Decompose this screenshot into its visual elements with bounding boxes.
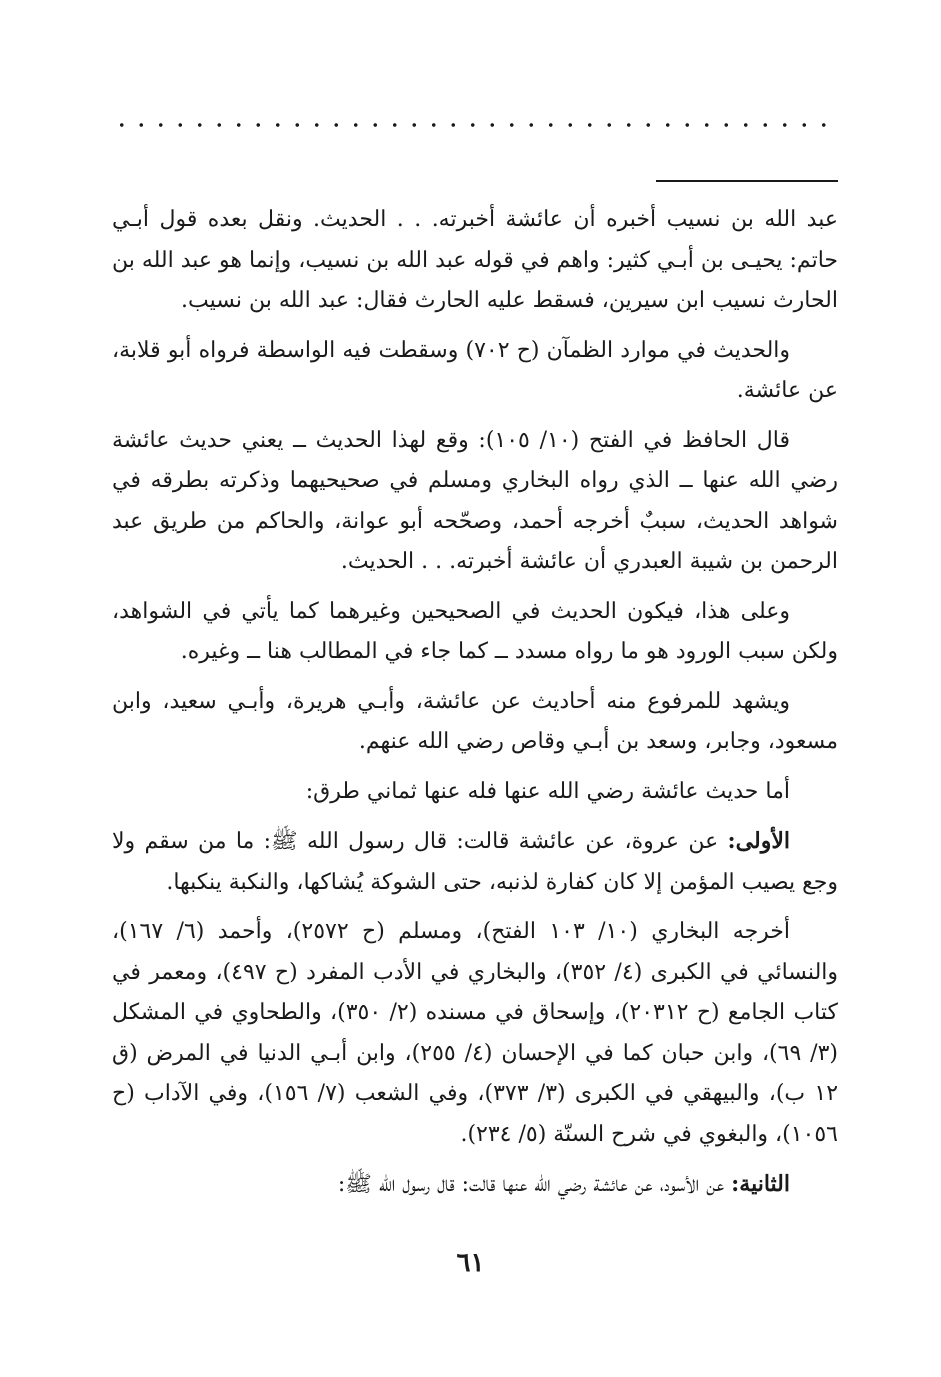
paragraph-text: عن الأسود، عن عائشة رضي الله عنها قالت: قال رسول الله ﷺ: xyxy=(337,1172,732,1197)
paragraph-text: عن عروة، عن عائشة قالت: قال رسول الله ﷺ: ما من سقم ولا وجع يصيب المؤمن إلا كان كفارة لذنبه، حتى الشوكة يُشاكها، والنكبة ينكبها. xyxy=(112,829,838,895)
paragraph-3 xyxy=(112,421,838,583)
main-text xyxy=(112,200,838,1215)
paragraph-text: وعلى هذا، فيكون الحديث في الصحيحين وغيرهما كما يأتي في الشواهد، ولكن سبب الورود هو ما رواه مسدد ــ كما جاء في المطالب هنا ــ وغيره. xyxy=(112,598,838,664)
paragraph-9 xyxy=(112,1164,838,1206)
paragraph-7 xyxy=(112,821,838,903)
paragraph-4 xyxy=(112,592,838,673)
paragraph-8 xyxy=(112,912,838,1155)
paragraph-2 xyxy=(112,331,838,412)
paragraph-text: قال الحافظ في الفتح (١٠/ ١٠٥): وقع لهذا الحديث ــ يعني حديث عائشة رضي الله عنها ــ الذي رواه البخاري ومسلم في صحيحيهما وذكرته بطرقه في شواهد الحديث، سببٌ أخرجه أحمد، وصحّحه أبو عوانة، والحاكم من طريق عبد الرحمن بن شيبة العبدري أن عائشة أخبرته. . . الحديث. xyxy=(112,427,838,574)
dotted-separator xyxy=(112,118,837,132)
paragraph-text: ويشهد للمرفوع منه أحاديث عن عائشة، وأبـي هريرة، وأبـي سعيد، وابن مسعود، وجابر، وسعد بن أبـي وقاص رضي الله عنهم. xyxy=(112,688,838,754)
paragraph-1 xyxy=(112,200,838,322)
paragraph-text: عبد الله بن نسيب أخبره أن عائشة أخبرته. . . الحديث. ونقل بعده قول أبـي حاتم: يحيـى بن أبـي كثير: واهم في قوله عبد الله بن نسيب، وإنما هو عبد الله بن الحارث نسيب ابن سيرين، فسقط عليه الحارث فقال: عبد الله بن نسيب. xyxy=(111,207,838,313)
paragraph-text: والحديث في موارد الظمآن (ح ٧٠٢) وسقطت فيه الواسطة فرواه أبو قلابة، عن عائشة. xyxy=(112,337,838,403)
paragraph-lead: الأولى: xyxy=(727,828,790,854)
paragraph-lead: الثانية: xyxy=(731,1171,790,1197)
paragraph-5 xyxy=(112,682,838,763)
footnote-rule xyxy=(656,180,838,182)
paragraph-text: أما حديث عائشة رضي الله عنها فله عنها ثماني طرق: xyxy=(305,778,790,804)
page-number: ٦١ xyxy=(456,1248,485,1278)
paragraph-text: أخرجه البخاري (١٠/ ١٠٣ الفتح)، ومسلم (ح ٢٥٧٢)، وأحمد (٦/ ١٦٧)، والنسائي في الكبرى (٤/ ٣٥٢)، والبخاري في الأدب المفرد (ح ٤٩٧)، ومعمر في كتاب الجامع (ح ٢٠٣١٢)، وإسحاق في مسنده (٢/ ٣٥٠)، والطحاوي في المشكل (٣/ ٦٩)، وابن حبان كما في الإحسان (٤/ ٢٥٥)، وابن أبـي الدنيا في المرض (ق ١٢ ب)، والبيهقي في الكبرى (٣/ ٣٧٣)، وفي الشعب (٧/ ١٥٦)، وفي الآداب (ح ١٠٥٦)، والبغوي في شرح السنّة (٥/ ٢٣٤). xyxy=(112,919,839,1147)
paragraph-6 xyxy=(112,772,838,813)
